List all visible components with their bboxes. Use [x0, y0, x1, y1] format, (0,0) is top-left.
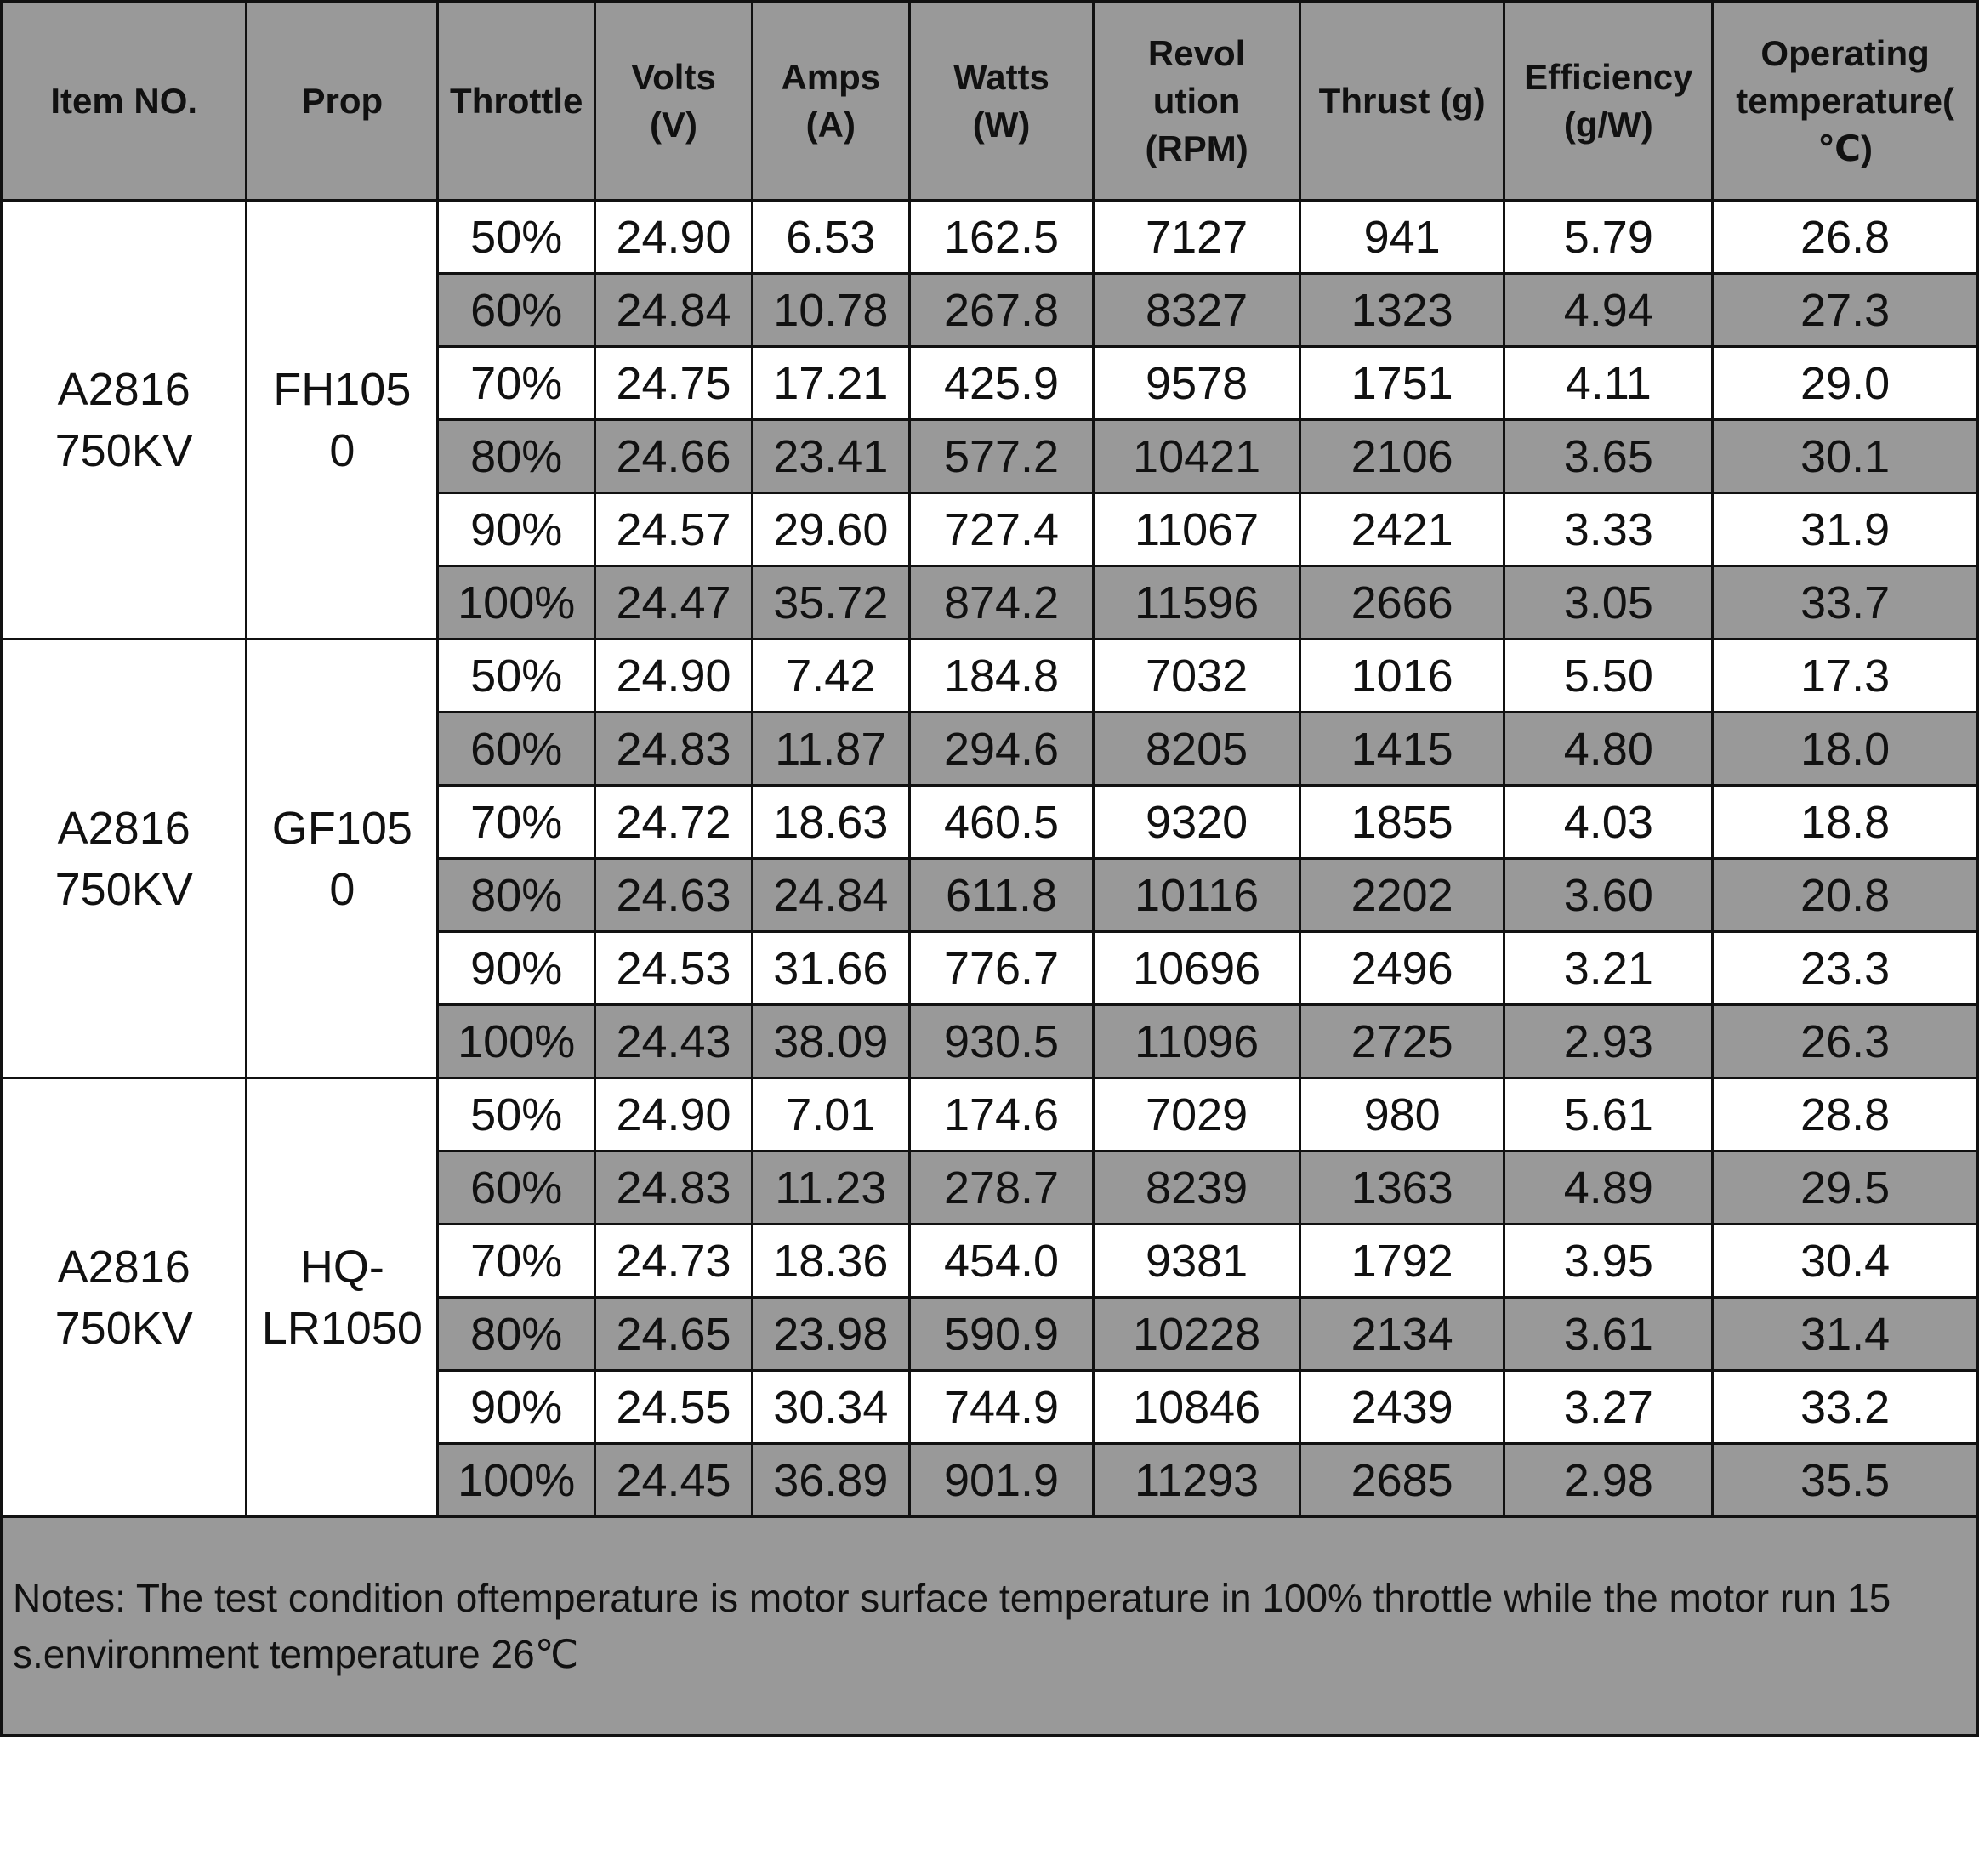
- thrust-cell: 2725: [1299, 1005, 1504, 1078]
- thrust-cell: 1792: [1299, 1225, 1504, 1298]
- amps-cell: 35.72: [752, 566, 909, 640]
- amps-cell: 38.09: [752, 1005, 909, 1078]
- throttle-cell: 100%: [438, 1444, 595, 1517]
- thrust-cell: 2106: [1299, 420, 1504, 493]
- rpm-cell: 8239: [1094, 1151, 1300, 1225]
- volts-cell: 24.72: [595, 786, 753, 859]
- amps-cell: 11.23: [752, 1151, 909, 1225]
- rpm-cell: 9578: [1094, 347, 1300, 420]
- rpm-cell: 7029: [1094, 1078, 1300, 1151]
- watts-cell: 901.9: [909, 1444, 1094, 1517]
- thrust-cell: 1363: [1299, 1151, 1504, 1225]
- efficiency-cell: 3.33: [1504, 493, 1713, 566]
- throttle-cell: 80%: [438, 859, 595, 932]
- header-amps: Amps (A): [752, 2, 909, 201]
- watts-cell: 930.5: [909, 1005, 1094, 1078]
- thrust-cell: 1415: [1299, 713, 1504, 786]
- temperature-cell: 33.7: [1713, 566, 1978, 640]
- throttle-cell: 50%: [438, 201, 595, 274]
- thrust-cell: 2685: [1299, 1444, 1504, 1517]
- throttle-cell: 80%: [438, 1298, 595, 1371]
- volts-cell: 24.73: [595, 1225, 753, 1298]
- rpm-cell: 11596: [1094, 566, 1300, 640]
- rpm-cell: 7127: [1094, 201, 1300, 274]
- volts-cell: 24.90: [595, 640, 753, 713]
- temperature-cell: 26.8: [1713, 201, 1978, 274]
- watts-cell: 460.5: [909, 786, 1094, 859]
- header-operating-temperature: Operating temperature( ℃): [1713, 2, 1978, 201]
- throttle-cell: 60%: [438, 1151, 595, 1225]
- temperature-cell: 35.5: [1713, 1444, 1978, 1517]
- amps-cell: 24.84: [752, 859, 909, 932]
- temperature-cell: 18.8: [1713, 786, 1978, 859]
- amps-cell: 36.89: [752, 1444, 909, 1517]
- volts-cell: 24.83: [595, 713, 753, 786]
- amps-cell: 30.34: [752, 1371, 909, 1444]
- rpm-cell: 8205: [1094, 713, 1300, 786]
- temperature-cell: 23.3: [1713, 932, 1978, 1005]
- watts-cell: 744.9: [909, 1371, 1094, 1444]
- temperature-cell: 27.3: [1713, 274, 1978, 347]
- prop-cell: GF105 0: [247, 640, 438, 1078]
- thrust-cell: 1323: [1299, 274, 1504, 347]
- rpm-cell: 10228: [1094, 1298, 1300, 1371]
- amps-cell: 23.41: [752, 420, 909, 493]
- volts-cell: 24.45: [595, 1444, 753, 1517]
- header-prop: Prop: [247, 2, 438, 201]
- watts-cell: 267.8: [909, 274, 1094, 347]
- throttle-cell: 70%: [438, 1225, 595, 1298]
- volts-cell: 24.57: [595, 493, 753, 566]
- watts-cell: 278.7: [909, 1151, 1094, 1225]
- efficiency-cell: 3.60: [1504, 859, 1713, 932]
- watts-cell: 162.5: [909, 201, 1094, 274]
- efficiency-cell: 4.94: [1504, 274, 1713, 347]
- volts-cell: 24.66: [595, 420, 753, 493]
- efficiency-cell: 2.98: [1504, 1444, 1713, 1517]
- efficiency-cell: 4.03: [1504, 786, 1713, 859]
- throttle-cell: 70%: [438, 347, 595, 420]
- efficiency-cell: 3.61: [1504, 1298, 1713, 1371]
- volts-cell: 24.90: [595, 1078, 753, 1151]
- efficiency-cell: 4.80: [1504, 713, 1713, 786]
- temperature-cell: 30.4: [1713, 1225, 1978, 1298]
- header-throttle: Throttle: [438, 2, 595, 201]
- rpm-cell: 11067: [1094, 493, 1300, 566]
- throttle-cell: 100%: [438, 1005, 595, 1078]
- thrust-cell: 941: [1299, 201, 1504, 274]
- throttle-cell: 70%: [438, 786, 595, 859]
- volts-cell: 24.47: [595, 566, 753, 640]
- item-no-cell: A2816 750KV: [2, 1078, 247, 1517]
- volts-cell: 24.83: [595, 1151, 753, 1225]
- rpm-cell: 9381: [1094, 1225, 1300, 1298]
- watts-cell: 590.9: [909, 1298, 1094, 1371]
- thrust-cell: 2134: [1299, 1298, 1504, 1371]
- volts-cell: 24.65: [595, 1298, 753, 1371]
- watts-cell: 874.2: [909, 566, 1094, 640]
- watts-cell: 174.6: [909, 1078, 1094, 1151]
- amps-cell: 23.98: [752, 1298, 909, 1371]
- amps-cell: 31.66: [752, 932, 909, 1005]
- temperature-cell: 28.8: [1713, 1078, 1978, 1151]
- thrust-cell: 2202: [1299, 859, 1504, 932]
- throttle-cell: 50%: [438, 1078, 595, 1151]
- thrust-cell: 2496: [1299, 932, 1504, 1005]
- efficiency-cell: 3.21: [1504, 932, 1713, 1005]
- efficiency-cell: 3.27: [1504, 1371, 1713, 1444]
- amps-cell: 17.21: [752, 347, 909, 420]
- watts-cell: 727.4: [909, 493, 1094, 566]
- volts-cell: 24.43: [595, 1005, 753, 1078]
- notes-row: [2, 1517, 1978, 1736]
- amps-cell: 29.60: [752, 493, 909, 566]
- amps-cell: 11.87: [752, 713, 909, 786]
- temperature-cell: 18.0: [1713, 713, 1978, 786]
- watts-cell: 776.7: [909, 932, 1094, 1005]
- temperature-cell: 31.4: [1713, 1298, 1978, 1371]
- efficiency-cell: 5.61: [1504, 1078, 1713, 1151]
- efficiency-cell: 3.95: [1504, 1225, 1713, 1298]
- throttle-cell: 60%: [438, 274, 595, 347]
- efficiency-cell: 4.89: [1504, 1151, 1713, 1225]
- rpm-cell: 9320: [1094, 786, 1300, 859]
- table-row: [2, 640, 1978, 713]
- temperature-cell: 33.2: [1713, 1371, 1978, 1444]
- rpm-cell: 8327: [1094, 274, 1300, 347]
- efficiency-cell: 5.79: [1504, 201, 1713, 274]
- watts-cell: 425.9: [909, 347, 1094, 420]
- header-row: [2, 2, 1978, 201]
- thrust-cell: 1016: [1299, 640, 1504, 713]
- efficiency-cell: 3.05: [1504, 566, 1713, 640]
- watts-cell: 294.6: [909, 713, 1094, 786]
- volts-cell: 24.84: [595, 274, 753, 347]
- temperature-cell: 29.0: [1713, 347, 1978, 420]
- watts-cell: 184.8: [909, 640, 1094, 713]
- amps-cell: 7.42: [752, 640, 909, 713]
- volts-cell: 24.90: [595, 201, 753, 274]
- temperature-cell: 26.3: [1713, 1005, 1978, 1078]
- volts-cell: 24.53: [595, 932, 753, 1005]
- item-no-cell: A2816 750KV: [2, 201, 247, 640]
- table-row: [2, 1078, 1978, 1151]
- volts-cell: 24.55: [595, 1371, 753, 1444]
- throttle-cell: 90%: [438, 1371, 595, 1444]
- temperature-cell: 17.3: [1713, 640, 1978, 713]
- header-revolution: Revol ution (RPM): [1094, 2, 1300, 201]
- prop-cell: FH105 0: [247, 201, 438, 640]
- rpm-cell: 10846: [1094, 1371, 1300, 1444]
- header-watts: Watts (W): [909, 2, 1094, 201]
- amps-cell: 18.36: [752, 1225, 909, 1298]
- rpm-cell: 11293: [1094, 1444, 1300, 1517]
- thrust-cell: 1751: [1299, 347, 1504, 420]
- rpm-cell: 7032: [1094, 640, 1300, 713]
- table-row: [2, 201, 1978, 274]
- efficiency-cell: 4.11: [1504, 347, 1713, 420]
- throttle-cell: 80%: [438, 420, 595, 493]
- temperature-cell: 31.9: [1713, 493, 1978, 566]
- efficiency-cell: 5.50: [1504, 640, 1713, 713]
- thrust-cell: 980: [1299, 1078, 1504, 1151]
- header-efficiency: Efficiency (g/W): [1504, 2, 1713, 201]
- notes-text: Notes: The test condition oftemperature is motor surface temperature in 100% throttle while the motor run 15 s.environment temperature 26℃: [2, 1517, 1978, 1736]
- amps-cell: 6.53: [752, 201, 909, 274]
- rpm-cell: 10116: [1094, 859, 1300, 932]
- efficiency-cell: 3.65: [1504, 420, 1713, 493]
- volts-cell: 24.63: [595, 859, 753, 932]
- amps-cell: 7.01: [752, 1078, 909, 1151]
- volts-cell: 24.75: [595, 347, 753, 420]
- prop-cell: HQ- LR1050: [247, 1078, 438, 1517]
- header-thrust: Thrust (g): [1299, 2, 1504, 201]
- rpm-cell: 10421: [1094, 420, 1300, 493]
- throttle-cell: 90%: [438, 493, 595, 566]
- thrust-cell: 2666: [1299, 566, 1504, 640]
- temperature-cell: 29.5: [1713, 1151, 1978, 1225]
- throttle-cell: 60%: [438, 713, 595, 786]
- temperature-cell: 20.8: [1713, 859, 1978, 932]
- header-item-no: Item NO.: [2, 2, 247, 201]
- rpm-cell: 10696: [1094, 932, 1300, 1005]
- throttle-cell: 50%: [438, 640, 595, 713]
- thrust-cell: 2439: [1299, 1371, 1504, 1444]
- header-volts: Volts (V): [595, 2, 753, 201]
- amps-cell: 10.78: [752, 274, 909, 347]
- efficiency-cell: 2.93: [1504, 1005, 1713, 1078]
- table-body: [2, 201, 1978, 1517]
- watts-cell: 611.8: [909, 859, 1094, 932]
- throttle-cell: 100%: [438, 566, 595, 640]
- thrust-cell: 2421: [1299, 493, 1504, 566]
- rpm-cell: 11096: [1094, 1005, 1300, 1078]
- temperature-cell: 30.1: [1713, 420, 1978, 493]
- throttle-cell: 90%: [438, 932, 595, 1005]
- item-no-cell: A2816 750KV: [2, 640, 247, 1078]
- thrust-cell: 1855: [1299, 786, 1504, 859]
- amps-cell: 18.63: [752, 786, 909, 859]
- watts-cell: 577.2: [909, 420, 1094, 493]
- watts-cell: 454.0: [909, 1225, 1094, 1298]
